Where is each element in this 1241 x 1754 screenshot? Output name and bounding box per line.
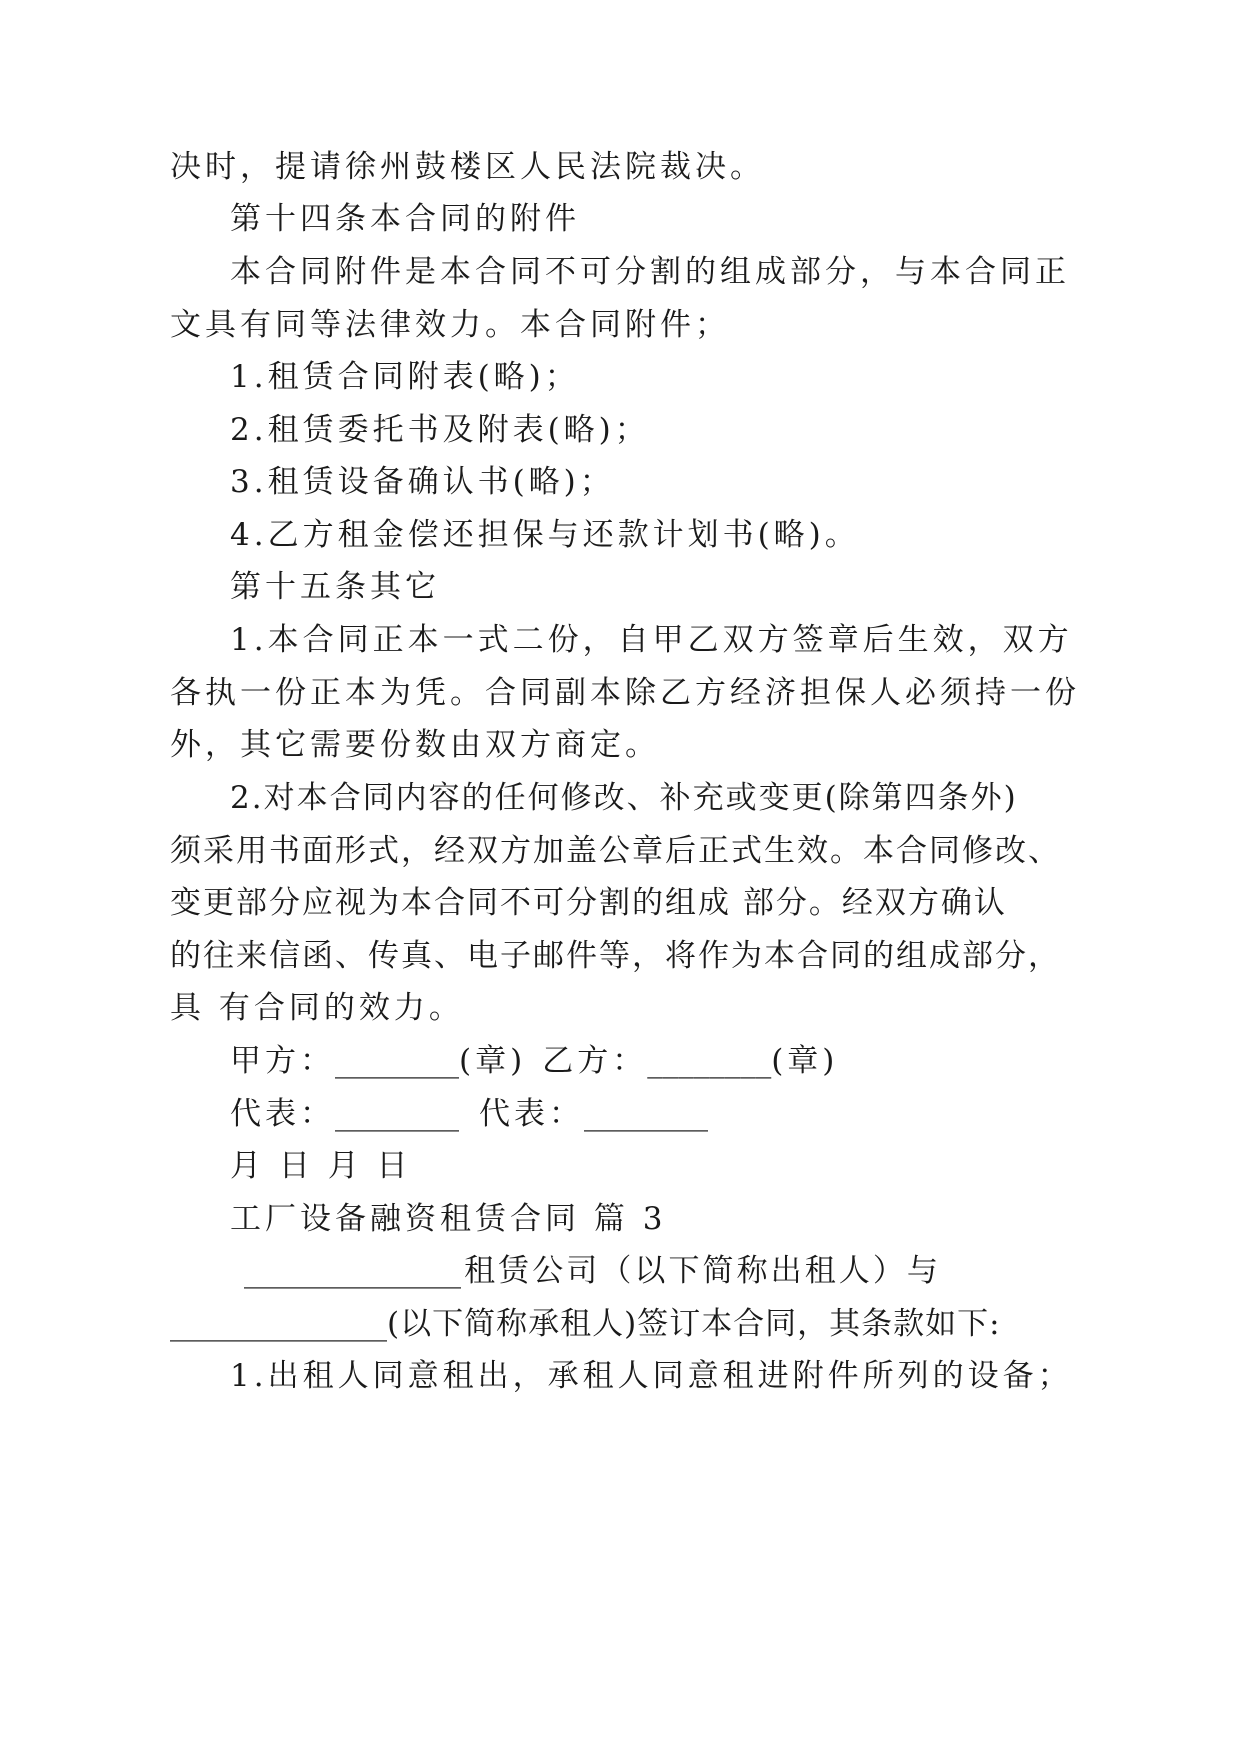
party-b-seal: (章) [771, 1043, 839, 1079]
attachment-item-3: 3.租赁设备确认书(略)； [230, 464, 615, 500]
intro-char: 以 [634, 1253, 666, 1289]
party-b-blank: ________ [647, 1043, 772, 1079]
intro-char: 租 [464, 1253, 496, 1289]
intro-char: 人 [838, 1253, 870, 1289]
section-3-heading: 工厂设备融资租赁合同 篇 3 [230, 1201, 667, 1237]
rep-a-blank: ________ [335, 1096, 459, 1132]
party-a-label: 甲方： [230, 1043, 335, 1079]
intro-char: （ [600, 1253, 632, 1289]
lessor-name-blank: ______________ [244, 1253, 461, 1289]
intro-char: ） [872, 1253, 904, 1289]
text-line-3: 本合同附件是本合同不可分割的组成部分，与本合同正 [230, 254, 1070, 290]
text-line-15: 变更部分应视为本合同不可分割的组成 部分。经双方确认 [170, 885, 1007, 921]
party-a-seal: (章) [459, 1043, 527, 1079]
text-line-16: 的往来信函、传真、电子邮件等，将作为本合同的组成部分， [170, 938, 1061, 974]
section-3-intro-line-2 [170, 1306, 1001, 1342]
intro-char: 下 [668, 1253, 700, 1289]
text-line-13: 2.对本合同内容的任何修改、补充或变更(除第四条外) [230, 780, 1018, 816]
party-b-label: 乙方： [542, 1043, 648, 1079]
intro-char: 出 [770, 1253, 802, 1289]
signature-date-line: 月 日 月 日 [230, 1148, 412, 1184]
lessee-name-blank: ______________ [170, 1306, 387, 1342]
intro-char: 赁 [498, 1253, 530, 1289]
rep-b-blank: ________ [584, 1096, 708, 1132]
article-15-heading: 第十五条其它 [230, 569, 440, 605]
attachment-item-1: 1.租赁合同附表(略)； [230, 359, 580, 395]
attachment-item-2: 2.租赁委托书及附表(略)； [230, 412, 650, 448]
intro-char: 称 [736, 1253, 768, 1289]
text-line-1: 决时，提请徐州鼓楼区人民法院裁决。 [170, 149, 765, 185]
section-3-clause-1: 1.出租人同意租出，承租人同意租进附件所列的设备； [230, 1358, 1073, 1394]
intro-char: 租 [804, 1253, 836, 1289]
text-line-10: 1.本合同正本一式二份，自甲乙双方签章后生效，双方 [230, 622, 1073, 658]
intro-char: 简 [702, 1253, 734, 1289]
intro-char: 与 [906, 1253, 938, 1289]
rep-b-label: 代表： [479, 1096, 584, 1132]
text-line-17: 具 有合同的效力。 [170, 990, 464, 1026]
attachment-item-4: 4.乙方租金偿还担保与还款计划书(略)。 [230, 517, 860, 553]
intro-char: 司 [566, 1253, 598, 1289]
section-3-intro-line [244, 1253, 938, 1289]
signature-party-line [230, 1043, 839, 1079]
article-14-heading: 第十四条本合同的附件 [230, 201, 580, 237]
intro-text-2: (以下简称承租人)签订本合同，其条款如下: [387, 1306, 1001, 1342]
party-a-blank: ________ [335, 1043, 459, 1079]
text-line-4: 文具有同等法律效力。本合同附件； [170, 307, 730, 343]
intro-char: 公 [532, 1253, 564, 1289]
text-line-11: 各执一份正本为凭。合同副本除乙方经济担保人必须持一份 [170, 675, 1080, 711]
rep-a-label: 代表： [230, 1096, 335, 1132]
text-line-14: 须采用书面形式，经双方加盖公章后正式生效。本合同修改、 [170, 833, 1061, 869]
signature-rep-line [230, 1096, 708, 1132]
text-line-12: 外，其它需要份数由双方商定。 [170, 727, 660, 763]
